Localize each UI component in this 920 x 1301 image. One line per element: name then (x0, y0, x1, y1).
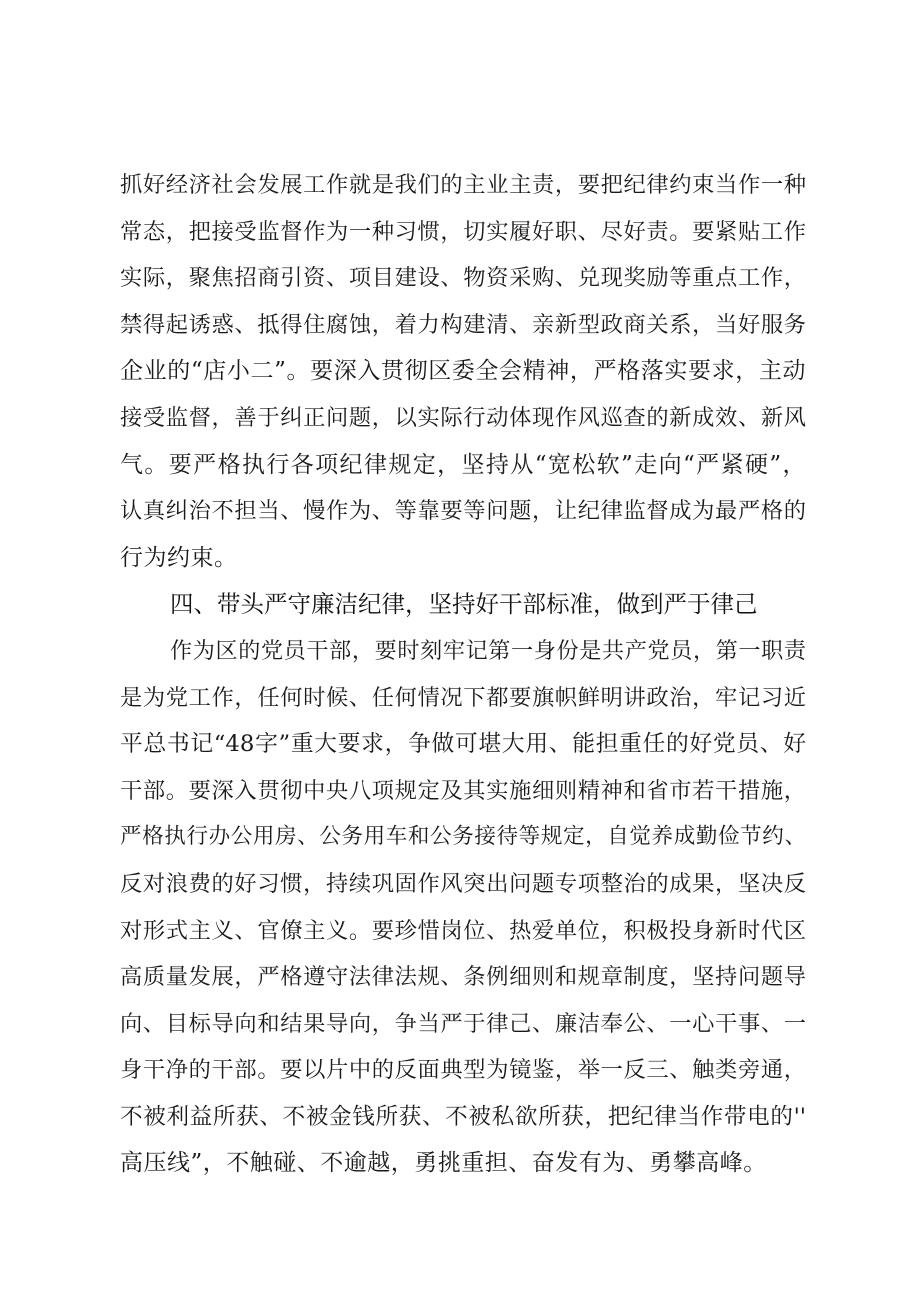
text-line: 接受监督，善于纠正问题，以实际行动体现作风巡查的新成效、新风 (120, 404, 806, 431)
text-line: 认真纠治不担当、慢作为、等靠要等问题，让纪律监督成为最严格的 (120, 498, 806, 525)
text-line: 严格执行办公用房、公务用车和公务接待等规定，自觉养成勤俭节约、 (120, 824, 806, 850)
paragraph-discipline-constraint (120, 162, 806, 581)
text-line: 对形式主义、官僚主义。要珍惜岗位、热爱单位，积极投身新时代区 (120, 917, 806, 944)
paragraph-party-member-standards (120, 628, 806, 1187)
text-line: 禁得起诱惑、抵得住腐蚀，着力构建清、亲新型政商关系，当好服务 (120, 311, 806, 338)
text-line: 抓好经济社会发展工作就是我们的主业主责，要把纪律约束当作一种 (120, 172, 806, 198)
document-body (120, 162, 806, 1187)
text-line: 高质量发展，严格遵守法律法规、条例细则和规章制度，坚持问题导 (120, 964, 806, 991)
text-line: 是为党工作，任何时候、任何情况下都要旗帜鲜明讲政治，牢记习近 (120, 684, 806, 711)
text-line: 气。要严格执行各项纪律规定，坚持从“宽松软”走向“严紧硬”， (120, 451, 806, 478)
text-line: 平总书记“48字”重大要求，争做可堪大用、能担重任的好党员、好 (120, 731, 806, 758)
text-line: 不被利益所获、不被金钱所获、不被私欲所获，把纪律当作带电的'' (120, 1103, 806, 1130)
text-line: 身干净的干部。要以片中的反面典型为镜鉴，举一反三、触类旁通， (120, 1057, 806, 1084)
text-line: 反对浪费的好习惯，持续巩固作风突出问题专项整治的成果，坚决反 (120, 870, 806, 897)
text-line: 高压线”，不触碰、不逾越，勇挑重担、奋发有为、勇攀高峰。 (120, 1150, 767, 1177)
text-line: 常态，把接受监督作为一种习惯，切实履好职、尽好责。要紧贴工作 (120, 218, 806, 245)
text-line: 作为区的党员干部，要时刻牢记第一身份是共产党员，第一职责 (170, 637, 806, 664)
text-line: 行为约束。 (120, 544, 238, 571)
text-line: 实际，聚焦招商引资、项目建设、物资采购、兑现奖励等重点工作， (120, 265, 806, 292)
section-heading: 四、带头严守廉洁纪律，坚持好干部标准，做到严于律己 (170, 590, 758, 619)
text-line: 向、目标导向和结果导向，争当严于律己、廉洁奉公、一心干事、一 (120, 1010, 806, 1037)
text-line: 干部。要深入贯彻中央八项规定及其实施细则精神和省市若干措施， (120, 777, 806, 804)
text-line: 企业的“店小二”。要深入贯彻区委全会精神，严格落实要求，主动 (120, 358, 806, 385)
